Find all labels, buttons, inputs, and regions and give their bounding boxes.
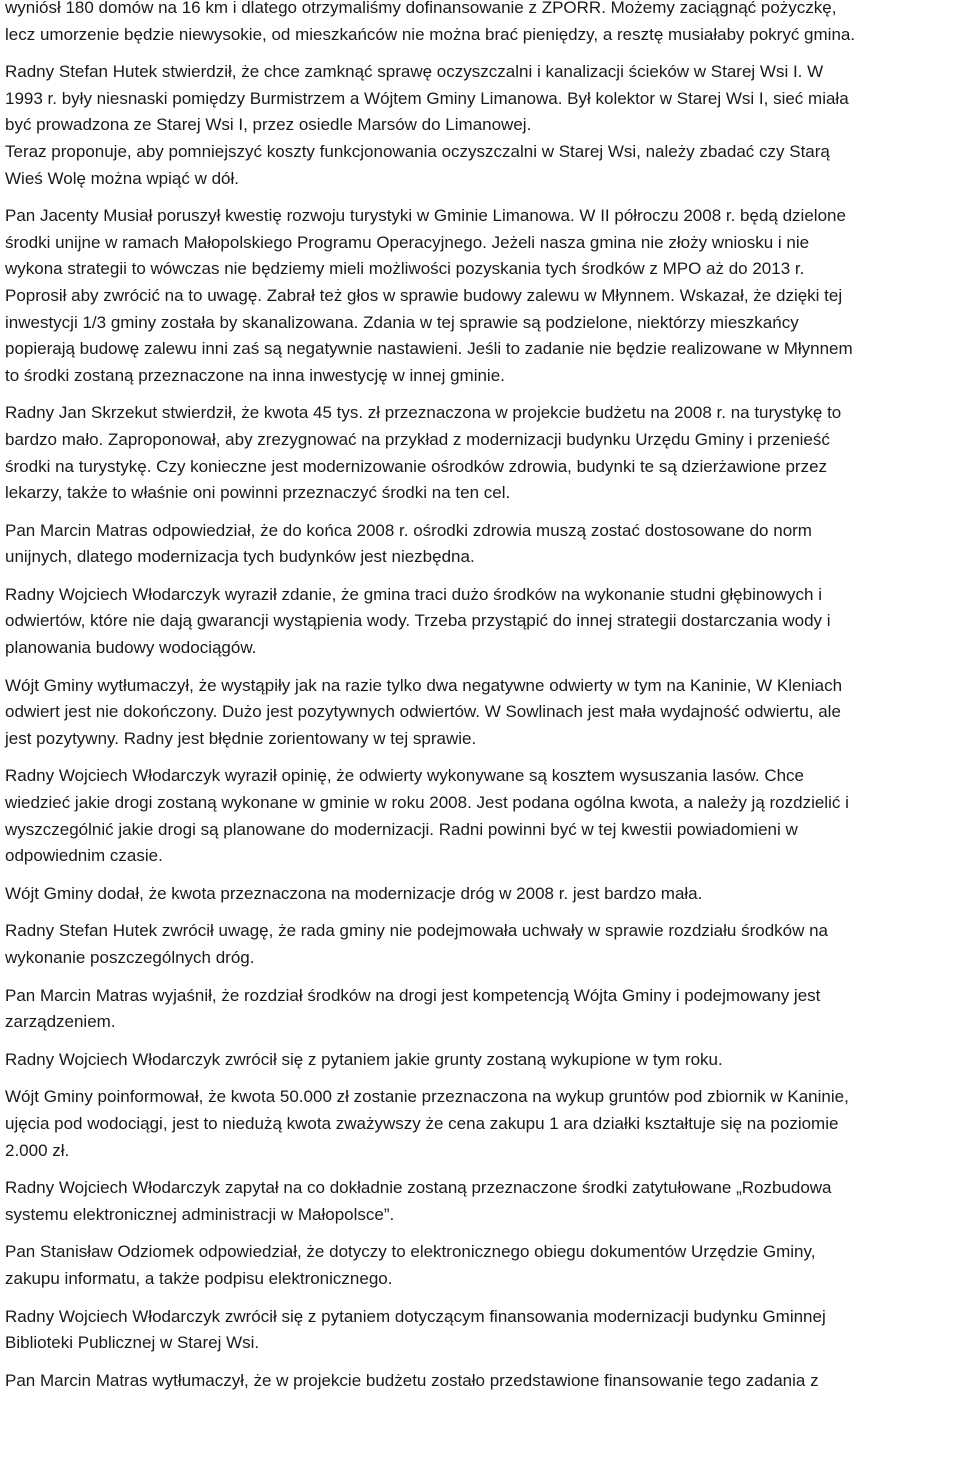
paragraph-1: wyniósł 180 domów na 16 km i dlatego otrzymaliśmy dofinansowanie z ZPORR. Możemy zaciągnąć pożyczkę, lecz umorzenie będzie niewysokie, od mieszkańców nie można brać pieniędzy, a resztę musiałaby pokryć gmina. bbox=[5, 0, 856, 44]
paragraph-18: Pan Marcin Matras wytłumaczył, że w projekcie budżetu zostało przedstawione finansowanie tego zadania z bbox=[5, 1370, 819, 1390]
paragraph-2: Radny Stefan Hutek stwierdził, że chce zamknąć sprawę oczyszczalni i kanalizacji ścieków w Starej Wsi I. W 1993 r. były niesnaski pomiędzy Burmistrzem a Wójtem Gminy Limanowa. Był kolektor w Starej Wsi I, sieć miała być prowadzona ze Starej Wsi I, przez osiedle Marsów do Limanowej. bbox=[5, 62, 849, 135]
paragraph-14: Wójt Gminy poinformował, że kwota 50.000 zł zostanie przeznaczona na wykup gruntów pod zbiornik w Kaninie, ujęcia pod wodociągi, jest to niedużą kwota zważywszy że cena zakupu 1 ara działki kształtuje się na poziomie 2.000 zł. bbox=[5, 1087, 849, 1160]
paragraph-6: Pan Marcin Matras odpowiedział, że do końca 2008 r. ośrodki zdrowia muszą zostać dostosowane do norm unijnych, dlatego modernizacja tych budynków jest niezbędna. bbox=[5, 520, 812, 567]
paragraph-12: Pan Marcin Matras wyjaśnił, że rozdział środków na drogi jest kompetencją Wójta Gminy i podejmowany jest zarządzeniem. bbox=[5, 985, 821, 1032]
paragraph-17: Radny Wojciech Włodarczyk zwrócił się z pytaniem dotyczącym finansowania modernizacji budynku Gminnej Biblioteki Publicznej w Starej Wsi. bbox=[5, 1306, 826, 1353]
paragraph-5: Radny Jan Skrzekut stwierdził, że kwota 45 tys. zł przeznaczona w projekcie budżetu na 2008 r. na turystykę to bardzo mało. Zaproponował, aby zrezygnować na przykład z modernizacji budynku Urzędu Gminy i przenieść środki na turystykę. Czy konieczne jest modernizowanie ośrodków zdrowia, budynki te są dzierżawione przez lekarzy, także to właśnie oni powinni przeznaczyć środki na ten cel. bbox=[5, 403, 842, 503]
paragraph-11: Radny Stefan Hutek zwrócił uwagę, że rada gminy nie podejmowała uchwały w sprawie rozdziału środków na wykonanie poszczególnych dróg. bbox=[5, 921, 829, 967]
paragraph-10: Wójt Gminy dodał, że kwota przeznaczona na modernizacje dróg w 2008 r. jest bardzo mała. bbox=[5, 883, 703, 903]
paragraph-16: Pan Stanisław Odziomek odpowiedział, że dotyczy to elektronicznego obiegu dokumentów Urzędzie Gminy, zakupu informatu, a także podpisu elektronicznego. bbox=[5, 1242, 816, 1288]
paragraph-13: Radny Wojciech Włodarczyk zwrócił się z pytaniem jakie grunty zostaną wykupione w tym roku. bbox=[5, 1049, 723, 1069]
paragraph-4: Pan Jacenty Musiał poruszył kwestię rozwoju turystyki w Gminie Limanowa. W II półroczu 2008 r. będą dzielone środki unijne w ramach Małopolskiego Programu Operacyjnego. Jeżeli nasza gmina nie złoży wniosku i nie wykona strategii to wówczas nie będziemy mieli możliwości pozyskania tych środków z MPO aż do 2013 r. Poprosił aby zwrócić na to uwagę. Zabrał też głos w sprawie budowy zalewu w Młynnem. Wskazał, że dzięki tej inwestycji 1/3 gminy została by skanalizowana. Zdania w tej sprawie są podzielone, niektórzy mieszkańcy popierają budowę zalewu inni zaś są negatywnie nastawieni. Jeśli to zadanie nie będzie realizowane w Młynnem to środki zostaną przeznaczone na inna inwestycję w innej gminie. bbox=[5, 206, 853, 385]
paragraph-7: Radny Wojciech Włodarczyk wyraził zdanie, że gmina traci dużo środków na wykonanie studni głębinowych i odwiertów, które nie dają gwarancji wystąpienia wody. Trzeba przystąpić do innej strategii dostarczania wody i planowania budowy wodociągów. bbox=[5, 584, 831, 658]
paragraph-3: Teraz proponuje, aby pomniejszyć koszty funkcjonowania oczyszczalni w Starej Wsi, należy zbadać czy Starą Wieś Wolę można wpiąć w dół. bbox=[5, 141, 830, 188]
paragraph-15: Radny Wojciech Włodarczyk zapytał na co dokładnie zostaną przeznaczone środki zatytułowane „Rozbudowa systemu elektronicznej administracji w Małopolsce”. bbox=[5, 1178, 832, 1224]
paragraph-8: Wójt Gminy wytłumaczył, że wystąpiły jak na razie tylko dwa negatywne odwierty w tym na Kaninie, W Kleniach odwiert jest nie dokończony. Dużo jest pozytywnych odwiertów. W Sowlinach jest mała wydajność odwiertu, ale jest pozytywny. Radny jest błędnie zorientowany w tej sprawie. bbox=[5, 675, 843, 748]
paragraph-9: Radny Wojciech Włodarczyk wyraził opinię, że odwierty wykonywane są kosztem wysuszania lasów. Chce wiedzieć jakie drogi zostaną wykonane w gminie w roku 2008. Jest podana ogólna kwota, a należy ją rozdzielić i wyszczególnić jakie drogi są planowane do modernizacji. Radni powinni być w tej kwestii powiadomieni w odpowiednim czasie. bbox=[5, 766, 849, 866]
